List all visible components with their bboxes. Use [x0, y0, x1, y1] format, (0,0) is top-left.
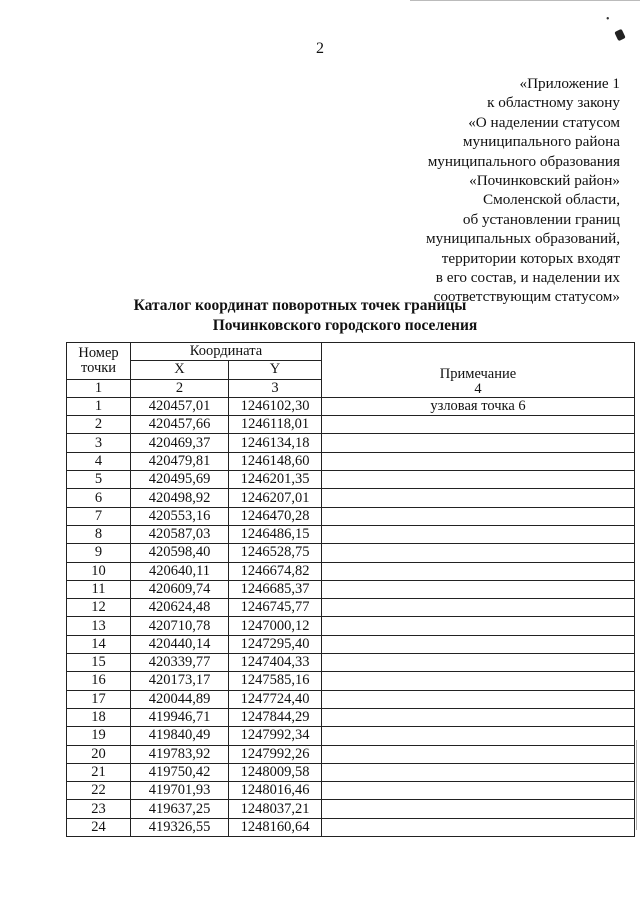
x-cell: 420469,37 [131, 434, 229, 452]
header-coordinates: Координата [131, 343, 322, 361]
table-row [67, 525, 635, 543]
table-row [67, 745, 635, 763]
point-number-cell: 24 [67, 818, 131, 836]
table-row [67, 818, 635, 836]
appendix-line: муниципального образования [427, 152, 620, 170]
point-number-cell: 23 [67, 800, 131, 818]
y-cell: 1248009,58 [229, 763, 322, 781]
point-number-cell: 21 [67, 763, 131, 781]
point-number-cell: 18 [67, 708, 131, 726]
page-number: 2 [316, 40, 324, 57]
point-number-cell: 19 [67, 727, 131, 745]
table-row [67, 690, 635, 708]
note-cell [322, 416, 635, 434]
table-row [67, 672, 635, 690]
note-cell [322, 690, 635, 708]
note-cell: узловая точка 6 [322, 397, 635, 415]
note-cell [322, 452, 635, 470]
point-number-cell: 16 [67, 672, 131, 690]
table-row [67, 617, 635, 635]
y-cell: 1247295,40 [229, 635, 322, 653]
x-cell: 419701,93 [131, 782, 229, 800]
header-y: Y [229, 361, 322, 379]
y-cell: 1248160,64 [229, 818, 322, 836]
x-cell: 420479,81 [131, 452, 229, 470]
x-cell: 420495,69 [131, 471, 229, 489]
y-cell: 1246201,35 [229, 471, 322, 489]
point-number-cell: 4 [67, 452, 131, 470]
note-cell [322, 654, 635, 672]
y-cell: 1247992,34 [229, 727, 322, 745]
y-cell: 1246470,28 [229, 507, 322, 525]
point-number-cell: 17 [67, 690, 131, 708]
y-cell: 1246486,15 [229, 525, 322, 543]
table-row [67, 727, 635, 745]
point-number-cell: 6 [67, 489, 131, 507]
point-number-cell: 3 [67, 434, 131, 452]
document-title [0, 296, 640, 336]
note-cell [322, 635, 635, 653]
table-row [67, 471, 635, 489]
header-note: Примечание 4 [322, 343, 635, 398]
x-cell: 420598,40 [131, 544, 229, 562]
appendix-line: об установлении границ [462, 210, 620, 228]
note-cell [322, 708, 635, 726]
point-number-cell: 2 [67, 416, 131, 434]
y-cell: 1246528,75 [229, 544, 322, 562]
title-line-2: Починковского городского поселения [212, 317, 478, 334]
y-cell: 1246134,18 [229, 434, 322, 452]
y-cell: 1247404,33 [229, 654, 322, 672]
table-row [67, 654, 635, 672]
note-cell [322, 672, 635, 690]
appendix-line: Смоленской области, [482, 191, 620, 209]
y-cell: 1246207,01 [229, 489, 322, 507]
y-cell: 1247724,40 [229, 690, 322, 708]
point-number-cell: 8 [67, 525, 131, 543]
x-cell: 419326,55 [131, 818, 229, 836]
appendix-line: «Починковский район» [469, 172, 620, 190]
table-row [67, 708, 635, 726]
note-cell [322, 471, 635, 489]
table-row [67, 416, 635, 434]
x-cell: 420710,78 [131, 617, 229, 635]
x-cell: 420587,03 [131, 525, 229, 543]
table-row [67, 635, 635, 653]
note-cell [322, 599, 635, 617]
appendix-line: «О наделении статусом [468, 113, 620, 131]
table-row [67, 544, 635, 562]
coordinates-table [66, 342, 635, 837]
x-cell: 419750,42 [131, 763, 229, 781]
table-row [67, 800, 635, 818]
note-cell [322, 507, 635, 525]
y-cell: 1248016,46 [229, 782, 322, 800]
x-cell: 419946,71 [131, 708, 229, 726]
y-cell: 1246118,01 [229, 416, 322, 434]
point-number-cell: 20 [67, 745, 131, 763]
note-cell [322, 525, 635, 543]
table-row [67, 782, 635, 800]
column-number: 2 [131, 379, 229, 397]
appendix-line: муниципальных образований, [426, 230, 620, 248]
note-cell [322, 562, 635, 580]
note-cell [322, 434, 635, 452]
y-cell: 1246674,82 [229, 562, 322, 580]
scan-edge-line [636, 740, 637, 830]
point-number-cell: 5 [67, 471, 131, 489]
y-cell: 1247585,16 [229, 672, 322, 690]
title-line-1: Каталог координат поворотных точек границы [133, 297, 467, 314]
point-number-cell: 12 [67, 599, 131, 617]
x-cell: 420498,92 [131, 489, 229, 507]
point-number-cell: 10 [67, 562, 131, 580]
x-cell: 419637,25 [131, 800, 229, 818]
scan-edge-line [410, 0, 640, 1]
note-cell [322, 617, 635, 635]
x-cell: 420624,48 [131, 599, 229, 617]
appendix-line: муниципального района [462, 133, 620, 151]
y-cell: 1246102,30 [229, 397, 322, 415]
table-row [67, 562, 635, 580]
y-cell: 1246148,60 [229, 452, 322, 470]
x-cell: 420640,11 [131, 562, 229, 580]
note-cell [322, 727, 635, 745]
x-cell: 420609,74 [131, 580, 229, 598]
y-cell: 1248037,21 [229, 800, 322, 818]
x-cell: 420339,77 [131, 654, 229, 672]
point-number-cell: 15 [67, 654, 131, 672]
appendix-line: «Приложение 1 [519, 75, 620, 92]
y-cell: 1247844,29 [229, 708, 322, 726]
x-cell: 420457,01 [131, 397, 229, 415]
table-row [67, 489, 635, 507]
header-point-number: Номер точки [67, 343, 131, 380]
point-number-cell: 1 [67, 397, 131, 415]
point-number-cell: 22 [67, 782, 131, 800]
table-row [67, 507, 635, 525]
x-cell: 420044,89 [131, 690, 229, 708]
x-cell: 420553,16 [131, 507, 229, 525]
header-x: X [131, 361, 229, 379]
appendix-line: соответствующим статусом» [433, 288, 620, 306]
x-cell: 419783,92 [131, 745, 229, 763]
table-row [67, 397, 635, 415]
x-cell: 420457,66 [131, 416, 229, 434]
column-number: 1 [67, 379, 131, 397]
point-number-cell: 13 [67, 617, 131, 635]
x-cell: 420173,17 [131, 672, 229, 690]
note-cell [322, 544, 635, 562]
y-cell: 1247000,12 [229, 617, 322, 635]
y-cell: 1246685,37 [229, 580, 322, 598]
table-row [67, 580, 635, 598]
table-row [67, 434, 635, 452]
note-cell [322, 745, 635, 763]
note-cell [322, 580, 635, 598]
appendix-line: в его состав, и наделении их [435, 269, 620, 287]
note-cell [322, 782, 635, 800]
note-cell [322, 800, 635, 818]
column-number: 3 [229, 379, 322, 397]
y-cell: 1247992,26 [229, 745, 322, 763]
table-row [67, 452, 635, 470]
y-cell: 1246745,77 [229, 599, 322, 617]
point-number-cell: 14 [67, 635, 131, 653]
point-number-cell: 11 [67, 580, 131, 598]
note-cell [322, 763, 635, 781]
table-row [67, 599, 635, 617]
appendix-header [320, 74, 620, 307]
scan-mark: • [606, 14, 610, 25]
note-cell [322, 818, 635, 836]
appendix-line: к областному закону [487, 94, 620, 112]
appendix-line: территории которых входят [441, 249, 620, 267]
note-cell [322, 489, 635, 507]
point-number-cell: 7 [67, 507, 131, 525]
x-cell: 419840,49 [131, 727, 229, 745]
x-cell: 420440,14 [131, 635, 229, 653]
table-header-row [67, 343, 635, 361]
table-row [67, 763, 635, 781]
point-number-cell: 9 [67, 544, 131, 562]
